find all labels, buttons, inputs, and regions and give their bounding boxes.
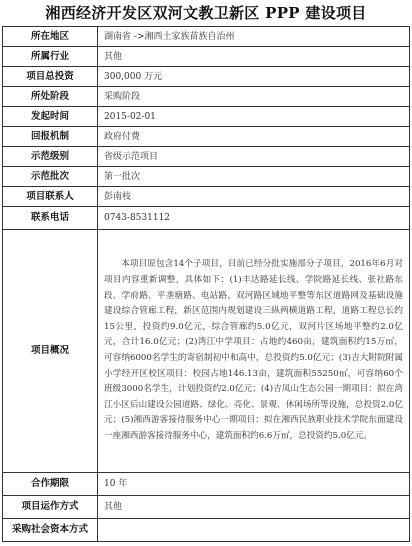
demo-batch-value: 第一批次	[98, 167, 410, 187]
return-mechanism-label: 回报机制	[3, 127, 98, 147]
operation-mode-label: 项目运作方式	[3, 496, 98, 519]
table-row	[3, 187, 410, 207]
table-row	[3, 167, 410, 187]
industry-label: 所属行业	[3, 47, 98, 67]
cooperation-term-label: 合作期限	[3, 473, 98, 496]
demo-level-value: 省级示范项目	[98, 147, 410, 167]
launch-date-label: 发起时间	[3, 107, 98, 127]
table-row	[3, 67, 410, 87]
procurement-method-value	[98, 519, 410, 542]
total-investment-value: 300,000 万元	[98, 67, 410, 87]
table-row	[3, 127, 410, 147]
contact-person-value: 彭南枝	[98, 187, 410, 207]
overview-text: 本项目原包含14个子项目，目前已经分批实施部分子项目，2016年6月对项目内容重新调整，具体如下：(1)丰达路延长线、学院路延长线、张社路东段、学府路、平垄塘路、电站路、双河路区域地平整等东区道路网及基础设施建设综合管廊工程，新区范围内规划建设三纵两横道路工程，道路工程总长约15公里，投资约9.0亿元，综合管廊约5.0亿元，双河片区场地平整约2.0亿元，合计16.0亿元；(2)湾江中学项目：占地约460亩，建筑面积约15万㎡，可容纳6000名学生的寄宿制初中和高中，总投资约5.0亿元；(3)吉大附院附属小学经开区校区项目：校园占地146.13亩，建筑面积55250㎡，可容纳60个班级3000名学生，计划投资约2.0亿元；(4)吉凤山生态公园一期项目：拟在湾江小区后山建设公园道路、绿化、亮化、景观、休闲场所等设施，总投资2.0亿元；(5)湘西游客接待服务中心一期项目：拟在湘西民族职业技术学院东面建设一座湘西游客接待服务中心，建筑面积约6.6万㎡，总投资约5.0亿元。	[98, 230, 410, 473]
phone-value: 0743-8531112	[98, 207, 410, 230]
industry-value: 其他	[98, 47, 410, 67]
table-row	[3, 27, 410, 47]
table-row	[3, 147, 410, 167]
demo-batch-label: 示范批次	[3, 167, 98, 187]
table-row	[3, 230, 410, 473]
table-row	[3, 47, 410, 67]
phone-label: 联系电话	[3, 207, 98, 230]
stage-label: 所处阶段	[3, 87, 98, 107]
table-row	[3, 87, 410, 107]
table-row	[3, 207, 410, 230]
table-row	[3, 519, 410, 542]
contact-person-label: 项目联系人	[3, 187, 98, 207]
region-value: 湖南省 ->湘西土家族苗族自治州	[98, 27, 410, 47]
table-row	[3, 473, 410, 496]
operation-mode-value: 其他	[98, 496, 410, 519]
procurement-method-label: 采购社会资本方式	[3, 519, 98, 542]
page-title: 湘西经济开发区双河文教卫新区 PPP 建设项目	[45, 4, 367, 22]
launch-date-value: 2015-02-01	[98, 107, 410, 127]
cooperation-term-value: 10 年	[98, 473, 410, 496]
demo-level-label: 示范级别	[3, 147, 98, 167]
stage-value: 采购阶段	[98, 87, 410, 107]
table-row	[3, 496, 410, 519]
table-row	[3, 107, 410, 127]
total-investment-label: 项目总投资	[3, 67, 98, 87]
return-mechanism-value: 政府付费	[98, 127, 410, 147]
overview-label: 项目概况	[3, 230, 98, 473]
project-info-table	[2, 26, 410, 542]
region-label: 所在地区	[3, 27, 98, 47]
